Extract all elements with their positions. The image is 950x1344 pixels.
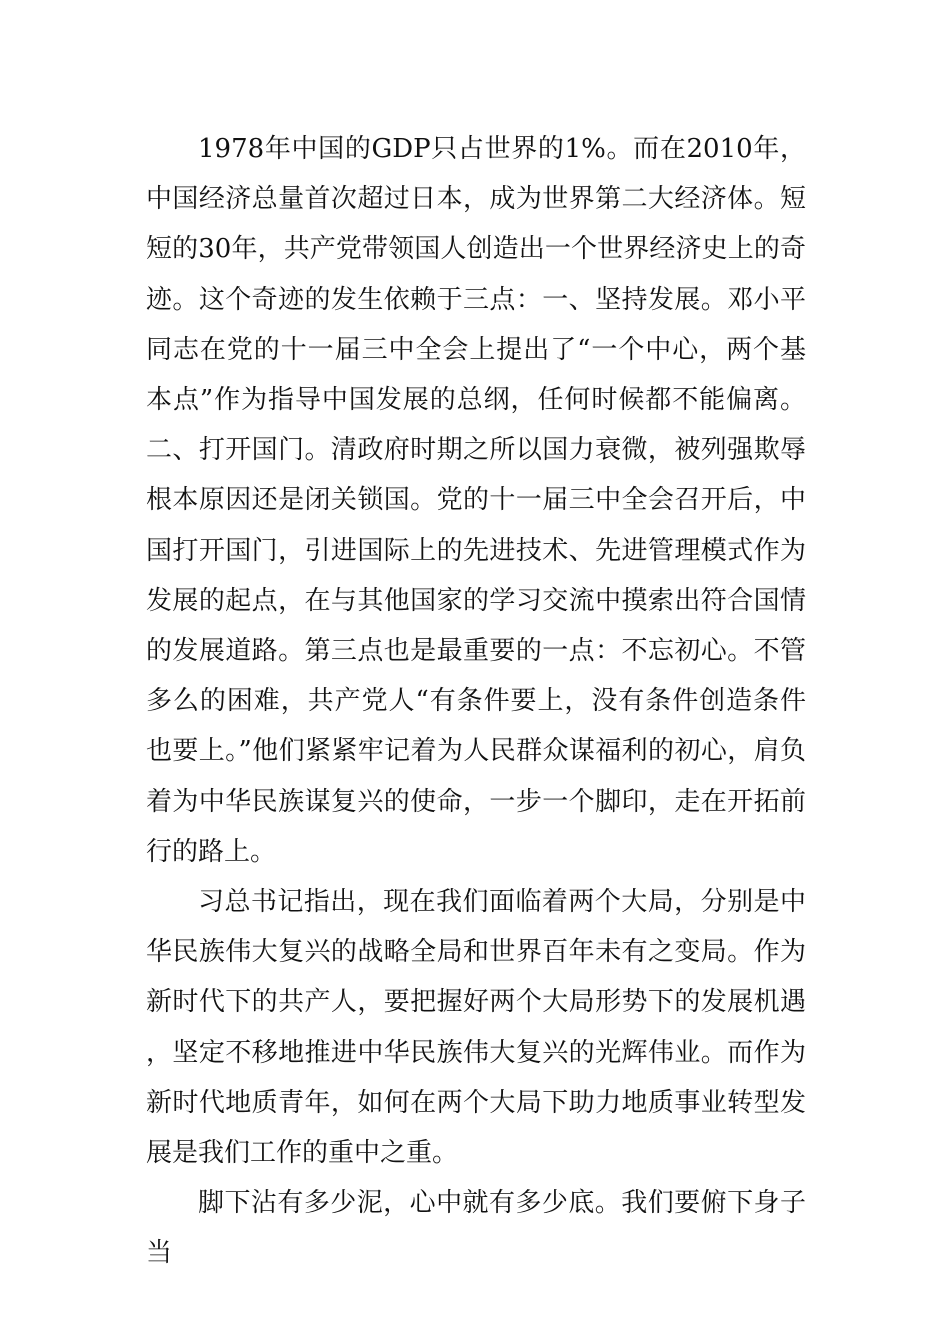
paragraph-2: 习总书记指出，现在我们面临着两个大局，分别是中华民族伟大复兴的战略全局和世界百年未有之变局。作为新时代下的共产人，要把握好两个大局形势下的发展机遇，坚定不移地推进中华民族伟大复兴的光辉伟业。而作为新时代地质青年，如何在两个大局下助力地质事业转型发展是我们工作的重中之重。 (146, 887, 806, 1169)
document-body (146, 124, 806, 1279)
paragraph-3: 脚下沾有多少泥，心中就有多少底。我们要俯下身子当 (146, 1188, 806, 1269)
paragraph-1: 1978年中国的GDP只占世界的1%。而在2010年，中国经济总量首次超过日本，成为世界第二大经济体。短短的30年，共产党带领国人创造出一个世界经济史上的奇迹。这个奇迹的发生依赖于三点：一、坚持发展。邓小平同志在党的十一届三中全会上提出了“一个中心，两个基本点”作为指导中国发展的总纲，任何时候都不能偏离。二、打开国门。清政府时期之所以国力衰微，被列强欺辱根本原因还是闭关锁国。党的十一届三中全会召开后，中国打开国门，引进国际上的先进技术、先进管理模式作为发展的起点，在与其他国家的学习交流中摸索出符合国情的发展道路。第三点也是最重要的一点：不忘初心。不管多么的困难，共产党人“有条件要上，没有条件创造条件也要上。”他们紧紧牢记着为人民群众谋福利的初心，肩负着为中华民族谋复兴的使命，一步一个脚印，走在开拓前行的路上。 (146, 134, 806, 867)
